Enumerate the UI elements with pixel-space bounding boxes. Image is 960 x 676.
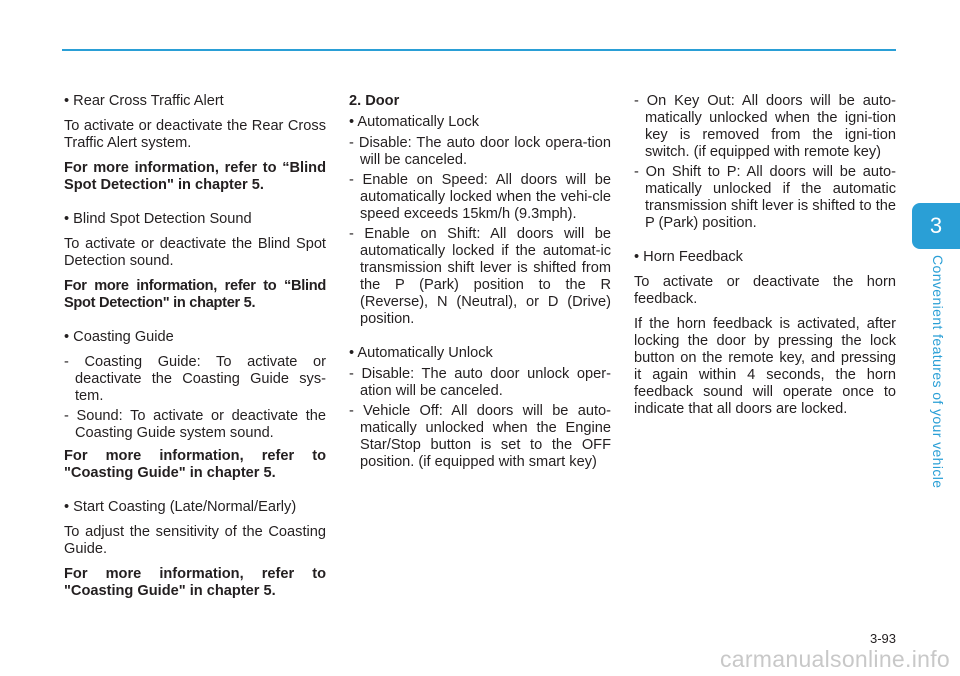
page-number: 3-93 [869,631,896,646]
horn-feedback-text: To activate or deactivate the horn feedback. [634,274,896,307]
auto-unlock-vehicle-off-item: - Vehicle Off: All doors will be auto-matically unlocked when the Engine Star/Stop button is set to the OFF position. (if equipped with smart key) [349,403,611,470]
rcta-heading: • Rear Cross Traffic Alert [64,93,224,109]
auto-lock-speed-item: - Enable on Speed: All doors will be automatically locked when the vehi-cle speed exceeds 15km/h (9.3mph). [349,172,611,222]
horn-feedback-heading: • Horn Feedback [634,249,743,265]
column-3 [634,93,896,426]
column-1 [64,93,326,608]
auto-unlock-heading: • Automatically Unlock [349,345,493,361]
start-coasting-text: To adjust the sensitivity of the Coasting Guide. [64,524,326,557]
bsd-sound-reference: For more information, refer to “Blind Spot Detection" in chapter 5. [64,278,326,311]
rcta-text: To activate or deactivate the Rear Cross Traffic Alert system. [64,118,326,151]
horn-feedback-detail: If the horn feedback is activated, after locking the door by pressing the lock button on the remote key, and pressing it again within 4 seconds, the horn feedback sound will operate once to indicate that all doors are locked. [634,316,896,417]
bsd-sound-heading: • Blind Spot Detection Sound [64,211,252,227]
coasting-guide-item: - Coasting Guide: To activate or deactivate the Coasting Guide sys-tem. [64,354,326,404]
start-coasting-heading: • Start Coasting (Late/Normal/Early) [64,499,297,515]
auto-lock-heading: • Automatically Lock [349,114,480,130]
door-heading: 2. Door [349,93,400,109]
watermark: carmanualsonline.info [719,646,950,672]
bsd-sound-text: To activate or deactivate the Blind Spot Detection sound. [64,236,326,269]
coasting-guide-heading: • Coasting Guide [64,329,174,345]
auto-lock-disable-item: - Disable: The auto door lock opera-tion will be canceled. [349,135,611,168]
coasting-guide-reference: For more information, refer to "Coasting Guide" in chapter 5. [64,448,326,481]
start-coasting-reference: For more information, refer to "Coasting Guide" in chapter 5. [64,566,326,599]
auto-lock-shift-item: - Enable on Shift: All doors will be automatically locked if the automat-ic transmission shift lever is shifted from the P (Park) position to the R (Reverse), N (Neutral), or D (Drive) position. [349,226,611,327]
coasting-sound-item: - Sound: To activate or deactivate the Coasting Guide system sound. [64,408,326,441]
unlock-shift-p-item: - On Shift to P: All doors will be auto-matically unlocked if the automatic transmission shift lever is shifted to the P (Park) position. [634,164,896,231]
header-rule [62,49,896,51]
unlock-key-out-item: - On Key Out: All doors will be auto-matically unlocked when the igni-tion key is removed from the igni-tion switch. (if equipped with remote key) [634,93,896,160]
column-2 [349,93,611,474]
chapter-title: Convenient features of your vehicle [930,255,946,489]
auto-unlock-disable-item: - Disable: The auto door unlock oper-ation will be canceled. [349,366,611,399]
rcta-reference: For more information, refer to “Blind Spot Detection" in chapter 5. [64,160,326,193]
chapter-tab: 3 [912,203,960,249]
